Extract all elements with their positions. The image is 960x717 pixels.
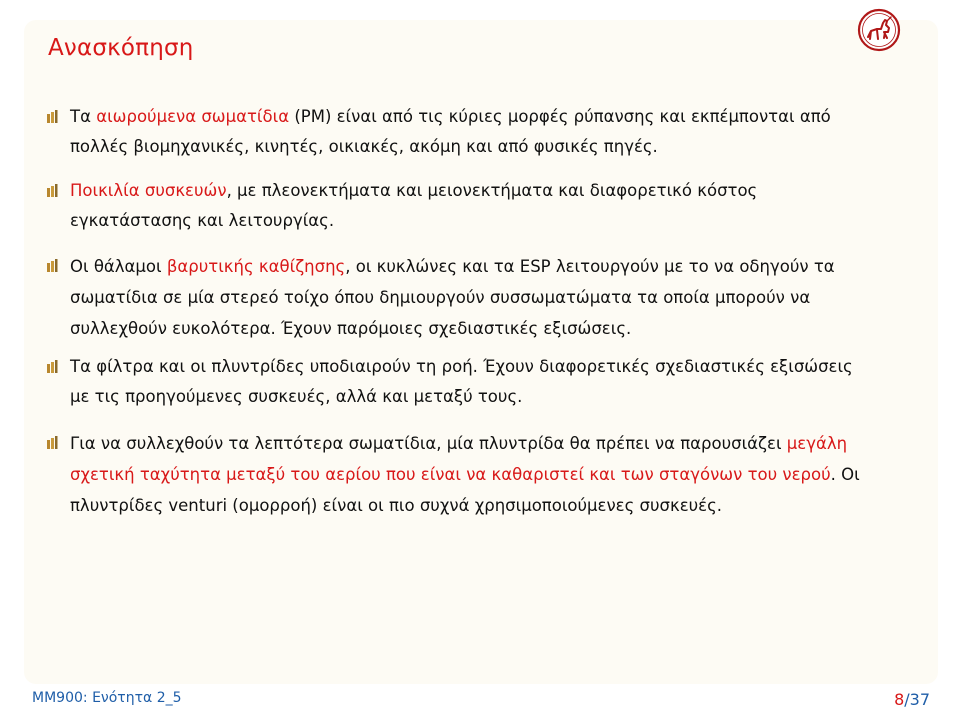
bullet-text: Τα φίλτρα και οι πλυντρίδες υποδιαιρούν τη ροή. Έχουν διαφορετικές σχεδιαστικές εξισώσεις με τις προηγούμενες συσκευές, αλλά και μεταξύ τους.: [70, 357, 853, 406]
bullet-list: [46, 102, 874, 521]
highlight-term: βαρυτικής καθίζησης: [166, 257, 346, 276]
highlight-term: μεγάλη σχετική ταχύτητα μεταξύ του αερίου που είναι να καθαριστεί και των σταγόνων του νερού: [70, 434, 848, 484]
bullet-text: Τα αιωρούμενα σωματίδια (PM) είναι από τις κύριες μορφές ρύπανσης και εκπέμπονται από πολλές βιομηχανικές, κινητές, οικιακές, ακόμη και από φυσικές πηγές.: [70, 107, 831, 156]
highlight-term: αιωρούμενα σωματίδια: [96, 107, 290, 126]
bullet-text: Οι θάλαμοι βαρυτικής καθίζησης, οι κυκλώνες και τα ESP λειτουργούν με το να οδηγούν τα σωματίδια σε μία στερεό τοίχο όπου δημιουργούν συσσωματώματα τα οποία μπορούν να συλλεχθούν ευκολότερα. Έχουν παρόμοιες σχεδιαστικές εξισώσεις.: [70, 257, 835, 338]
page-total: /37: [904, 690, 930, 709]
page-current: 8: [894, 690, 905, 709]
bullet-marker-icon: [46, 436, 58, 450]
bullet-marker-icon: [46, 184, 58, 198]
bullet-text: Για να συλλεχθούν τα λεπτότερα σωματίδια, μία πλυντρίδα θα πρέπει να παρουσιάζει μεγάλη σχετική ταχύτητα μεταξύ του αερίου που είναι να καθαριστεί και των σταγόνων του νερού. Οι πλυντρίδες venturi (ομορροή) είναι οι πιο συχνά χρησιμοποιούμενες συσκευές.: [70, 434, 860, 515]
bullet-item: [46, 251, 874, 344]
footer-course-label: [32, 690, 182, 706]
bullet-marker-icon: [46, 259, 58, 273]
bullet-item: [46, 352, 874, 412]
course-code: ΜΜ900:: [32, 690, 88, 706]
section-label: Ενότητα 2_5: [92, 690, 182, 706]
bullet-item: [46, 428, 874, 521]
bullet-marker-icon: [46, 110, 58, 124]
bullet-marker-icon: [46, 360, 58, 374]
page-counter: [894, 690, 930, 709]
bullet-item: [46, 176, 874, 236]
highlight-term: Ποικιλία συσκευών: [70, 181, 227, 200]
slide-title: Ανασκόπηση: [48, 35, 194, 61]
bullet-item: [46, 102, 874, 162]
university-centaur-logo-icon: [857, 8, 901, 52]
bullet-text: Ποικιλία συσκευών, με πλεονεκτήματα και μειονεκτήματα και διαφορετικό κόστος εγκατάστασης και λειτουργίας.: [70, 181, 758, 230]
